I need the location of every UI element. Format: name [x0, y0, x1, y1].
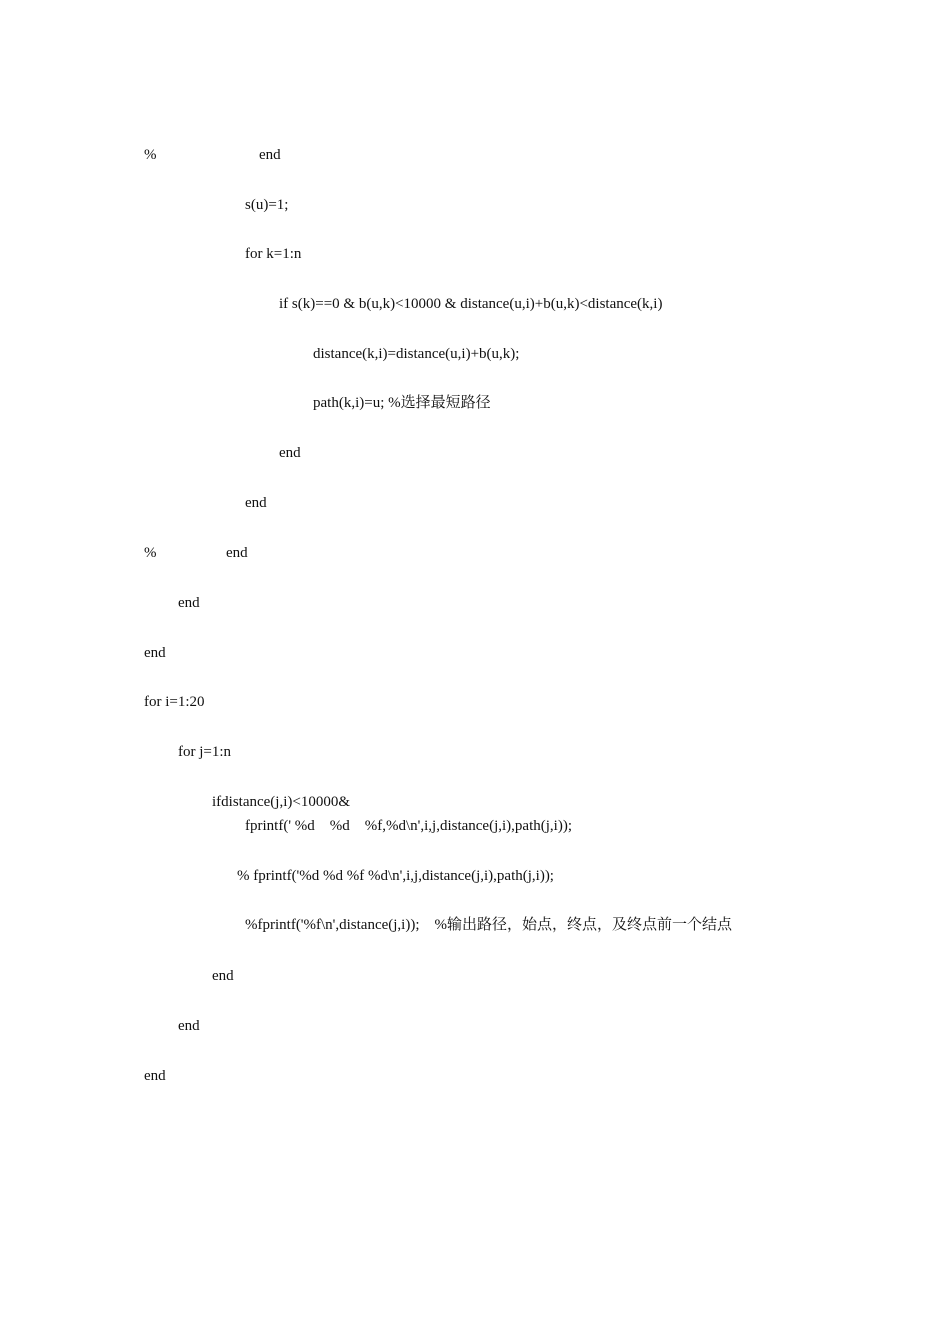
code-text: end: [226, 545, 248, 561]
code-line-end-7: end: [144, 1068, 166, 1084]
code-line-if-condition: if s(k)==0 & b(u,k)<10000 & distance(u,i)+b(u,k)<distance(k,i): [279, 296, 663, 312]
code-line-for-i: for i=1:20: [144, 694, 205, 710]
code-line-fprintf-comment-2: %fprintf('%f\n',distance(j,i)); %输出路径，始点，终点，及终点前一个结点: [245, 917, 733, 933]
code-line-end-5: end: [212, 968, 234, 984]
comment-marker: %: [144, 147, 157, 163]
code-line-fprintf: fprintf(' %d %d %f,%d\n',i,j,distance(j,i),path(j,i));: [245, 818, 572, 834]
code-line-path-assign: path(k,i)=u; %选择最短路径: [313, 395, 491, 411]
code-line-end-4: end: [144, 645, 166, 661]
code-line-for-k: for k=1:n: [245, 246, 302, 262]
code-line-comment-end-2: [144, 544, 248, 616]
code-line-fprintf-comment-1: % fprintf('%d %d %f %d\n',i,j,distance(j,i),path(j,i));: [237, 868, 554, 884]
code-line-end-if: end: [279, 445, 301, 461]
comment-marker: %: [144, 545, 157, 561]
code-line-end-3: end: [178, 595, 200, 611]
code-line-distance-update: distance(k,i)=distance(u,i)+b(u,k);: [313, 346, 520, 362]
code-line-for-j: for j=1:n: [178, 744, 232, 760]
code-line-end-for-k: end: [245, 495, 267, 511]
code-line-if-distance: ifdistance(j,i)<10000&: [212, 794, 351, 810]
code-text: end: [259, 147, 281, 163]
code-line-s-assign: s(u)=1;: [245, 197, 289, 213]
code-line-end-6: end: [178, 1018, 200, 1034]
